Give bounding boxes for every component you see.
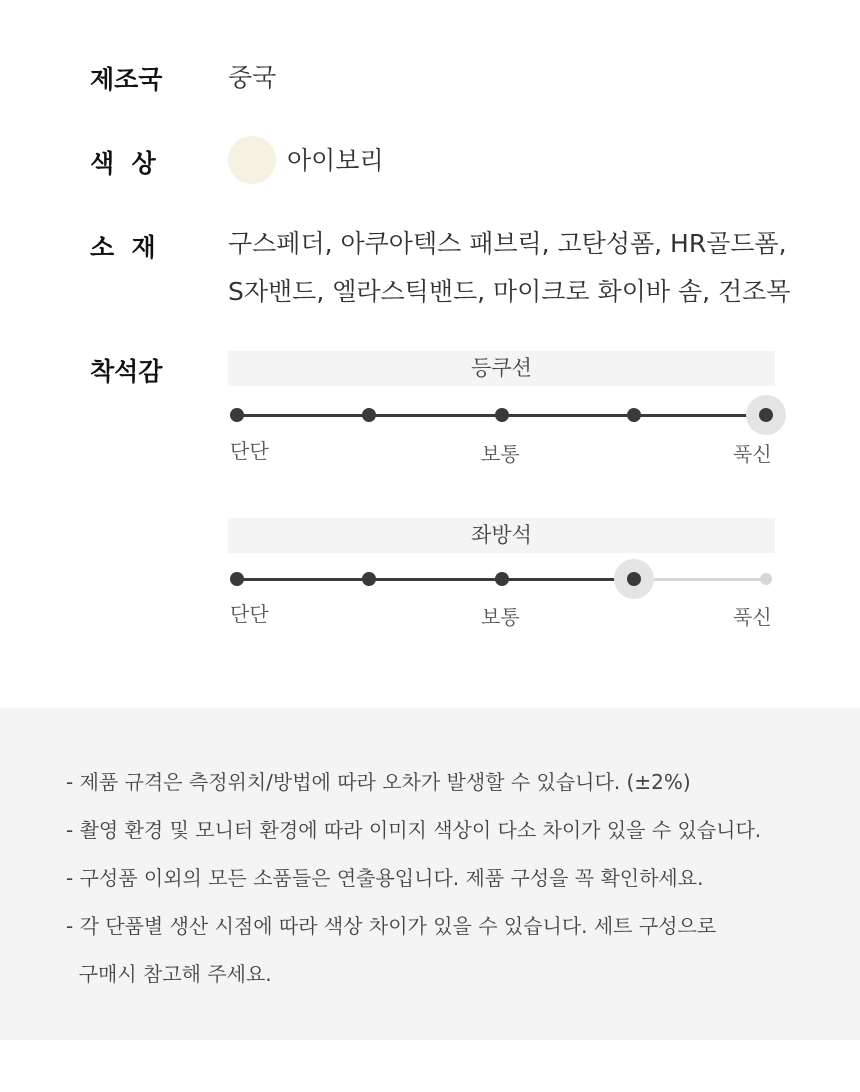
scale-step-dot-selected bbox=[627, 572, 641, 586]
scale-step-dot bbox=[760, 573, 772, 585]
scale-right-label: 푹신 bbox=[733, 605, 772, 629]
scale-step-dot bbox=[362, 408, 376, 422]
scale-step-dot bbox=[362, 572, 376, 586]
scale-step-dot bbox=[627, 408, 641, 422]
scale-left-label: 단단 bbox=[230, 439, 269, 463]
scale-middle-label: 보통 bbox=[481, 442, 520, 466]
scale-step-dot bbox=[230, 408, 244, 422]
scale-step-dot bbox=[495, 408, 509, 422]
notice-line: 구매시 참고해 주세요. bbox=[66, 962, 272, 986]
scale-middle-label: 보통 bbox=[481, 605, 520, 629]
back-cushion-scale bbox=[228, 351, 788, 471]
notice-line: - 촬영 환경 및 모니터 환경에 따라 이미지 색상이 다소 차이가 있을 수 있습니다. bbox=[66, 818, 762, 842]
scale-title: 등쿠션 bbox=[228, 351, 775, 386]
color-label: 색 상 bbox=[90, 149, 156, 178]
scale-step-dot-selected bbox=[759, 408, 773, 422]
origin-label: 제조국 bbox=[90, 65, 163, 94]
scale-title: 좌방석 bbox=[228, 518, 775, 553]
color-swatch bbox=[228, 136, 276, 184]
color-value: 아이보리 bbox=[287, 146, 384, 175]
seat-cushion-scale bbox=[228, 518, 788, 638]
notice-line: - 제품 규격은 측정위치/방법에 따라 오차가 발생할 수 있습니다. (±2%) bbox=[66, 770, 691, 794]
track-active-line bbox=[237, 578, 634, 581]
material-line-1: 구스페더, 아쿠아텍스 패브릭, 고탄성폼, HR골드폼, bbox=[228, 229, 787, 258]
notice-line: - 각 단품별 생산 시점에 따라 색상 차이가 있을 수 있습니다. 세트 구성으로 bbox=[66, 914, 717, 938]
scale-step-dot bbox=[230, 572, 244, 586]
notice-section bbox=[0, 708, 860, 1040]
scale-step-dot bbox=[495, 572, 509, 586]
scale-right-label: 푹신 bbox=[733, 442, 772, 466]
scale-left-label: 단단 bbox=[230, 602, 269, 626]
material-line-2: S자밴드, 엘라스틱밴드, 마이크로 화이바 솜, 건조목 bbox=[228, 277, 791, 306]
origin-value: 중국 bbox=[228, 63, 277, 92]
scale-track bbox=[228, 560, 788, 600]
material-label: 소 재 bbox=[90, 233, 156, 262]
scale-track bbox=[228, 396, 788, 436]
comfort-label: 착석감 bbox=[90, 357, 163, 386]
notice-line: - 구성품 이외의 모든 소품들은 연출용입니다. 제품 구성을 꼭 확인하세요. bbox=[66, 866, 704, 890]
